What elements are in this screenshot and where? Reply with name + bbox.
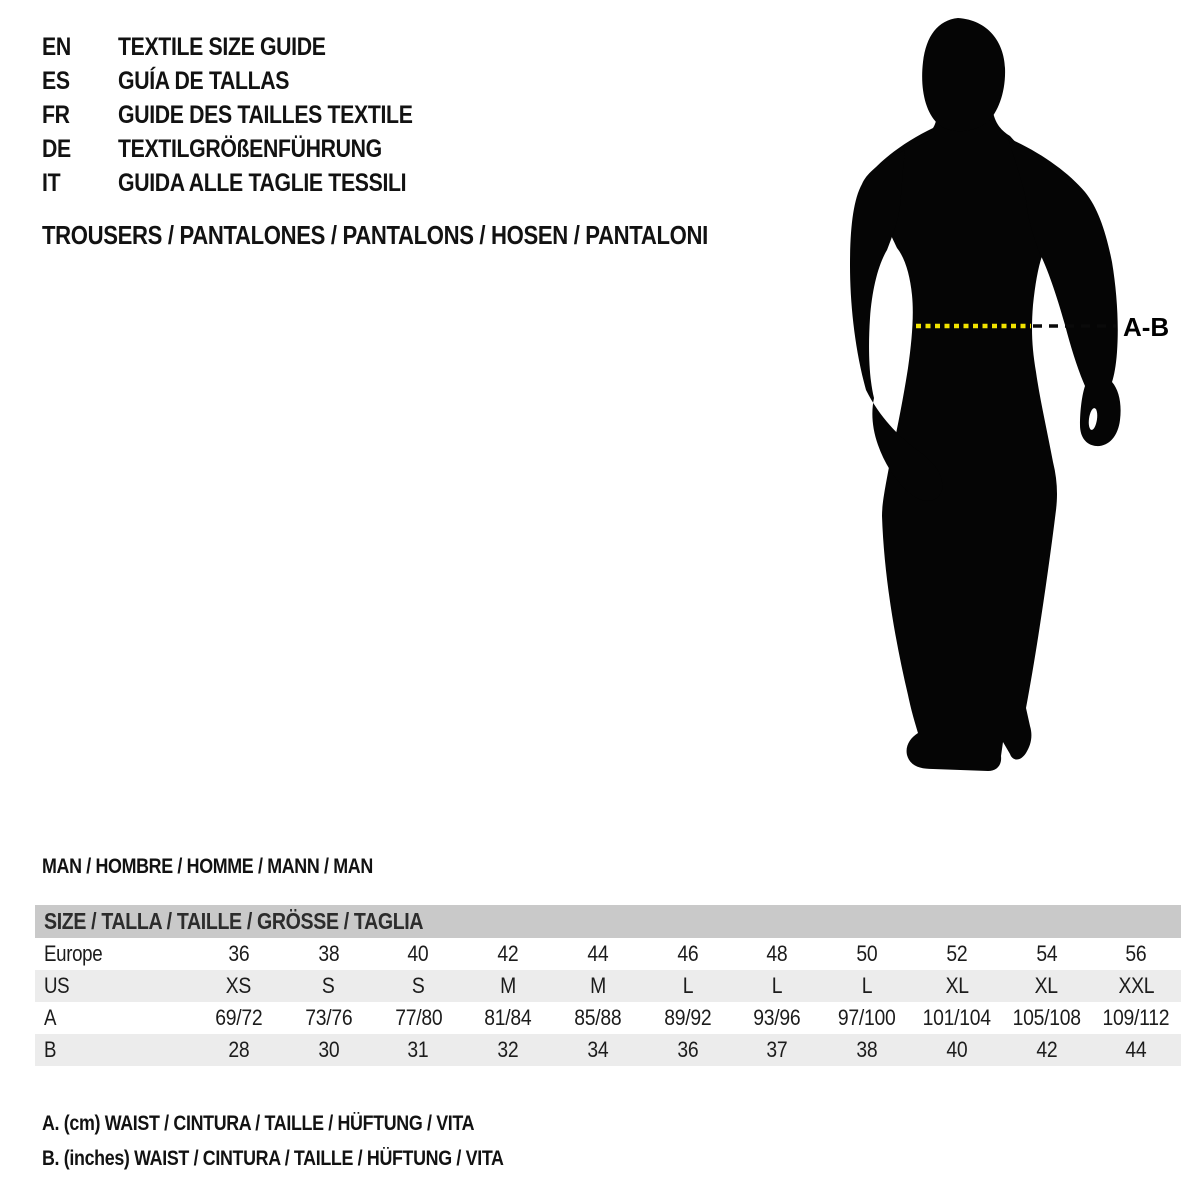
size-value-text: 37 bbox=[766, 1037, 788, 1062]
size-value-text: 42 bbox=[497, 941, 519, 966]
note-line bbox=[42, 1141, 585, 1176]
size-table-header bbox=[35, 905, 1181, 938]
size-value-text: 31 bbox=[407, 1037, 429, 1062]
size-value-text: 40 bbox=[946, 1037, 968, 1062]
guide-title: TEXTILE SIZE GUIDE bbox=[118, 32, 326, 61]
guide-title: TEXTILGRÖßENFÜHRUNG bbox=[118, 134, 382, 163]
notes-list bbox=[42, 1106, 585, 1176]
size-value bbox=[822, 970, 912, 1002]
size-value bbox=[373, 970, 463, 1002]
size-value bbox=[643, 970, 733, 1002]
size-value-text: S bbox=[322, 973, 335, 998]
size-value-text: 93/96 bbox=[753, 1005, 801, 1030]
size-value bbox=[912, 1034, 1002, 1066]
note-text: A. (cm) WAIST / CINTURA / TAILLE / HÜFTUNG / VITA bbox=[42, 1112, 475, 1135]
size-value-text: XXL bbox=[1118, 973, 1155, 998]
language-code: IT bbox=[42, 168, 61, 197]
note-line bbox=[42, 1106, 585, 1141]
size-value bbox=[284, 970, 374, 1002]
size-value bbox=[643, 1034, 733, 1066]
section-title-man-text: MAN / HOMBRE / HOMME / MANN / MAN bbox=[42, 855, 373, 878]
size-value bbox=[643, 1002, 733, 1034]
table-row-us bbox=[35, 970, 1181, 1002]
size-value bbox=[732, 1002, 822, 1034]
language-row bbox=[42, 98, 465, 132]
silhouette-head bbox=[922, 18, 1005, 131]
size-value-text: 32 bbox=[497, 1037, 519, 1062]
table-row-europe bbox=[35, 938, 1181, 970]
size-value bbox=[553, 970, 643, 1002]
size-value bbox=[463, 1002, 553, 1034]
size-value-text: 85/88 bbox=[574, 1005, 622, 1030]
category-title-text: TROUSERS / PANTALONES / PANTALONS / HOSEN / PANTALONI bbox=[42, 220, 708, 250]
size-value bbox=[1091, 970, 1181, 1002]
size-value bbox=[463, 938, 553, 970]
language-code: ES bbox=[42, 66, 70, 95]
size-value-text: M bbox=[500, 973, 516, 998]
row-label-text: B bbox=[44, 1037, 57, 1062]
section-title-man bbox=[42, 856, 431, 878]
language-code: FR bbox=[42, 100, 70, 129]
size-value bbox=[194, 938, 284, 970]
size-table-header-text: SIZE / TALLA / TAILLE / GRÖSSE / TAGLIA bbox=[44, 908, 424, 934]
size-value bbox=[284, 938, 374, 970]
size-value bbox=[732, 1034, 822, 1066]
size-value bbox=[912, 938, 1002, 970]
size-value-text: 38 bbox=[856, 1037, 878, 1062]
size-value-text: 73/76 bbox=[305, 1005, 353, 1030]
size-value-text: 42 bbox=[1035, 1037, 1057, 1062]
size-value-text: 89/92 bbox=[663, 1005, 712, 1030]
language-row bbox=[42, 132, 465, 166]
size-value bbox=[194, 970, 284, 1002]
size-value bbox=[463, 1034, 553, 1066]
size-value-text: 50 bbox=[856, 941, 878, 966]
size-value bbox=[1091, 1034, 1181, 1066]
language-row bbox=[42, 64, 465, 98]
size-value-text: XL bbox=[945, 973, 969, 998]
measure-label: A-B bbox=[1123, 312, 1170, 342]
size-value bbox=[373, 1002, 463, 1034]
size-value-text: 56 bbox=[1125, 941, 1147, 966]
size-value bbox=[1002, 970, 1092, 1002]
size-table-body bbox=[35, 938, 1181, 1066]
row-label-text: US bbox=[44, 973, 70, 998]
size-value bbox=[912, 970, 1002, 1002]
size-value-text: 30 bbox=[318, 1037, 340, 1062]
size-value-text: 109/112 bbox=[1102, 1005, 1170, 1030]
row-label bbox=[35, 970, 194, 1002]
size-value bbox=[822, 1002, 912, 1034]
size-value bbox=[1091, 938, 1181, 970]
size-value bbox=[1002, 938, 1092, 970]
size-value-text: 40 bbox=[407, 941, 429, 966]
size-value bbox=[822, 938, 912, 970]
size-value-text: 54 bbox=[1035, 941, 1057, 966]
size-value-text: XS bbox=[226, 973, 252, 998]
size-value-text: M bbox=[589, 973, 606, 998]
size-value-text: S bbox=[412, 973, 425, 998]
size-value-text: 48 bbox=[766, 941, 788, 966]
size-value-text: 97/100 bbox=[838, 1005, 896, 1030]
size-value bbox=[553, 1034, 643, 1066]
size-value bbox=[1002, 1034, 1092, 1066]
size-value bbox=[553, 1002, 643, 1034]
row-label bbox=[35, 938, 194, 970]
size-value-text: 77/80 bbox=[394, 1005, 442, 1030]
size-value bbox=[643, 938, 733, 970]
size-value bbox=[553, 938, 643, 970]
size-value bbox=[373, 1034, 463, 1066]
man-silhouette-figure bbox=[840, 0, 1180, 800]
table-row-a bbox=[35, 1002, 1181, 1034]
language-row bbox=[42, 166, 465, 200]
size-value-text: XL bbox=[1034, 973, 1059, 998]
size-value bbox=[284, 1034, 374, 1066]
row-label-text: Europe bbox=[44, 941, 103, 966]
size-value bbox=[373, 938, 463, 970]
size-value-text: 34 bbox=[587, 1037, 609, 1062]
size-value-text: 105/108 bbox=[1012, 1005, 1081, 1030]
size-value bbox=[1002, 1002, 1092, 1034]
guide-title: GUIDA ALLE TAGLIE TESSILI bbox=[118, 168, 407, 197]
size-value bbox=[194, 1034, 284, 1066]
size-value bbox=[463, 970, 553, 1002]
size-value-text: L bbox=[772, 973, 783, 998]
size-value bbox=[912, 1002, 1002, 1034]
size-value bbox=[732, 970, 822, 1002]
size-value-text: 52 bbox=[946, 941, 968, 966]
guide-title: GUÍA DE TALLAS bbox=[118, 66, 290, 95]
size-value-text: 69/72 bbox=[215, 1005, 263, 1030]
language-row bbox=[42, 30, 465, 64]
size-value-text: 28 bbox=[228, 1037, 250, 1062]
row-label-text: A bbox=[44, 1005, 57, 1030]
size-value-text: 36 bbox=[228, 941, 250, 966]
size-value bbox=[284, 1002, 374, 1034]
size-value bbox=[822, 1034, 912, 1066]
size-value-text: 44 bbox=[1125, 1037, 1147, 1062]
size-value-text: L bbox=[682, 973, 693, 998]
size-value-text: 36 bbox=[677, 1037, 699, 1062]
size-value-text: 44 bbox=[587, 941, 609, 966]
guide-title: GUIDE DES TAILLES TEXTILE bbox=[118, 100, 413, 129]
row-label bbox=[35, 1034, 194, 1066]
size-value-text: 38 bbox=[318, 941, 340, 966]
language-code: EN bbox=[42, 32, 71, 61]
language-code: DE bbox=[42, 134, 71, 163]
size-table bbox=[35, 905, 1181, 1066]
table-row-b bbox=[35, 1034, 1181, 1066]
size-value bbox=[194, 1002, 284, 1034]
size-value bbox=[732, 938, 822, 970]
size-value-text: 46 bbox=[677, 941, 699, 966]
size-value-text: 81/84 bbox=[484, 1005, 532, 1030]
size-value-text: L bbox=[861, 973, 873, 998]
category-title bbox=[42, 221, 825, 249]
row-label bbox=[35, 1002, 194, 1034]
note-text: B. (inches) WAIST / CINTURA / TAILLE / HÜFTUNG / VITA bbox=[42, 1147, 504, 1170]
language-list bbox=[42, 30, 465, 200]
size-value-text: 101/104 bbox=[922, 1005, 991, 1030]
size-value bbox=[1091, 1002, 1181, 1034]
